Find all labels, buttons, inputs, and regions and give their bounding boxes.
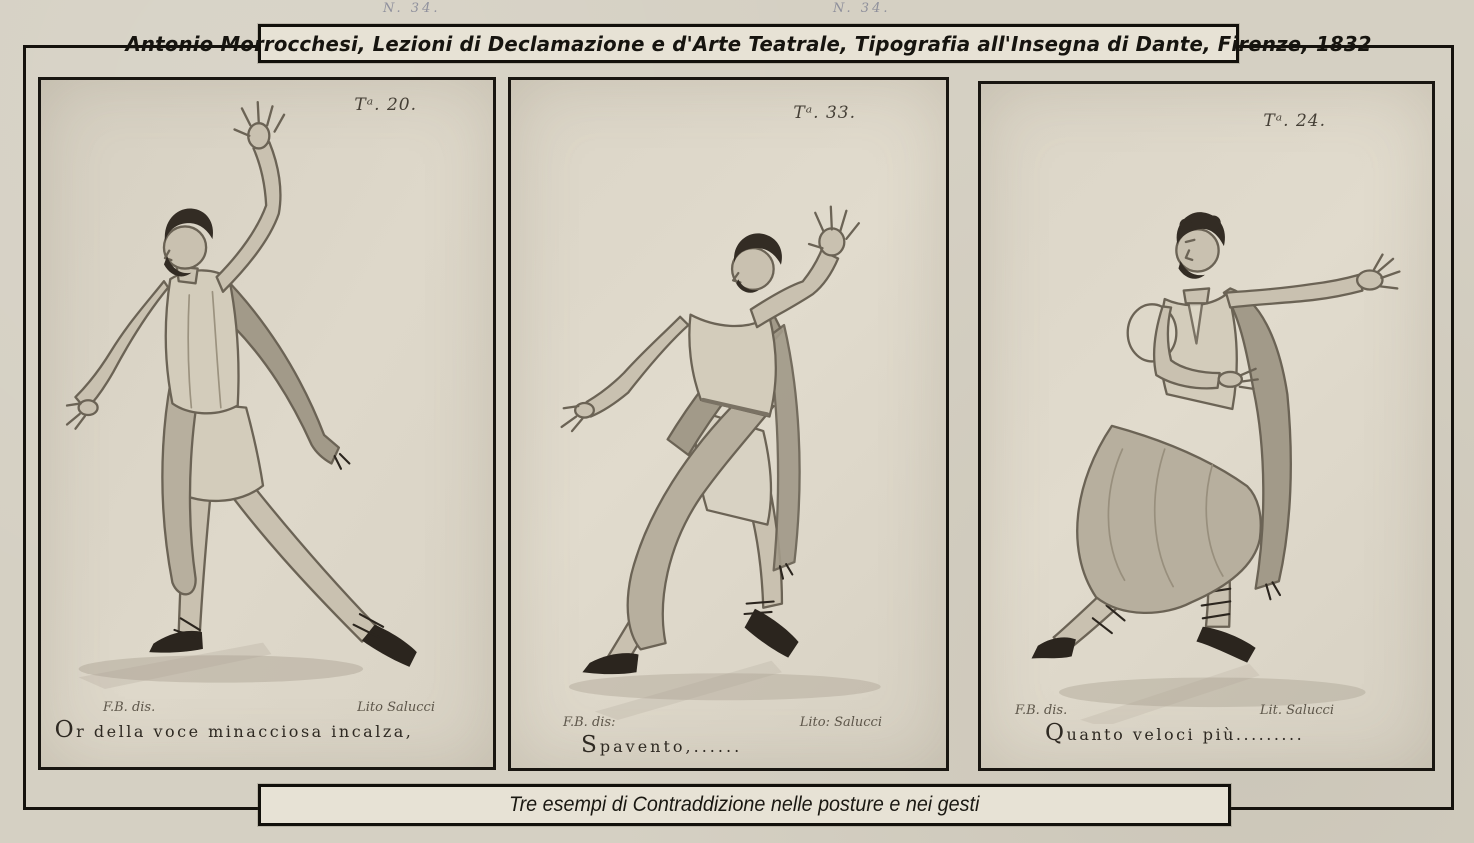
lithograph-plate-3	[978, 81, 1435, 771]
figure-head	[732, 233, 782, 292]
artist-credit: F.B. dis.	[1015, 702, 1068, 718]
figure-lowered-arm	[67, 281, 168, 429]
handwritten-number-mark: N. 34.	[383, 1, 441, 16]
plate-footer	[981, 703, 1432, 744]
lithograph-plate-1	[38, 77, 496, 770]
lithographer-credit: Lito Salucci	[357, 699, 435, 715]
plate-number: Tᵃ. 33.	[793, 103, 856, 123]
ground-shadow	[79, 643, 363, 689]
footer-banner	[258, 784, 1231, 826]
header-banner-text: Antonio Morrocchesi, Lezioni di Declamazione e d'Arte Teatrale, Tipografia all'Insegna di Dante, Firenze, 1832	[125, 31, 1372, 56]
lithograph-figure-striding-gesture	[991, 132, 1423, 724]
figure-head	[1176, 212, 1225, 303]
lithograph-figure-declamation-gesture	[53, 100, 473, 690]
lithograph-plate-2	[508, 77, 949, 771]
lithographer-credit: Lit. Salucci	[1259, 702, 1334, 718]
figure-torso	[166, 270, 239, 413]
plate-number: Tᵃ. 20.	[354, 95, 417, 115]
lithograph-figure-fright-gesture	[527, 138, 933, 720]
artist-credit: F.B. dis:	[563, 714, 616, 730]
plate-footer	[41, 700, 493, 741]
artist-credit: F.B. dis.	[103, 699, 156, 715]
figure-raised-arm	[217, 102, 284, 292]
plate-caption: Spavento,......	[581, 730, 743, 758]
plate-caption: Quanto veloci più.........	[1045, 718, 1305, 746]
lithographer-credit: Lito: Salucci	[799, 714, 882, 730]
plate-number: Tᵃ. 24.	[1263, 111, 1326, 131]
plate-caption: Or della voce minacciosa incalza,	[54, 715, 414, 743]
plate-footer	[511, 715, 946, 756]
figure-flung-arm	[562, 317, 689, 431]
figure-torso	[689, 315, 775, 417]
footer-banner-text: Tre esempi di Contraddizione nelle posture e nei gesti	[509, 793, 980, 816]
handwritten-number-mark: N. 34.	[833, 1, 891, 16]
figure-extended-arm	[1226, 255, 1399, 308]
figure-torso	[1128, 293, 1237, 409]
header-banner	[125, 24, 1372, 63]
